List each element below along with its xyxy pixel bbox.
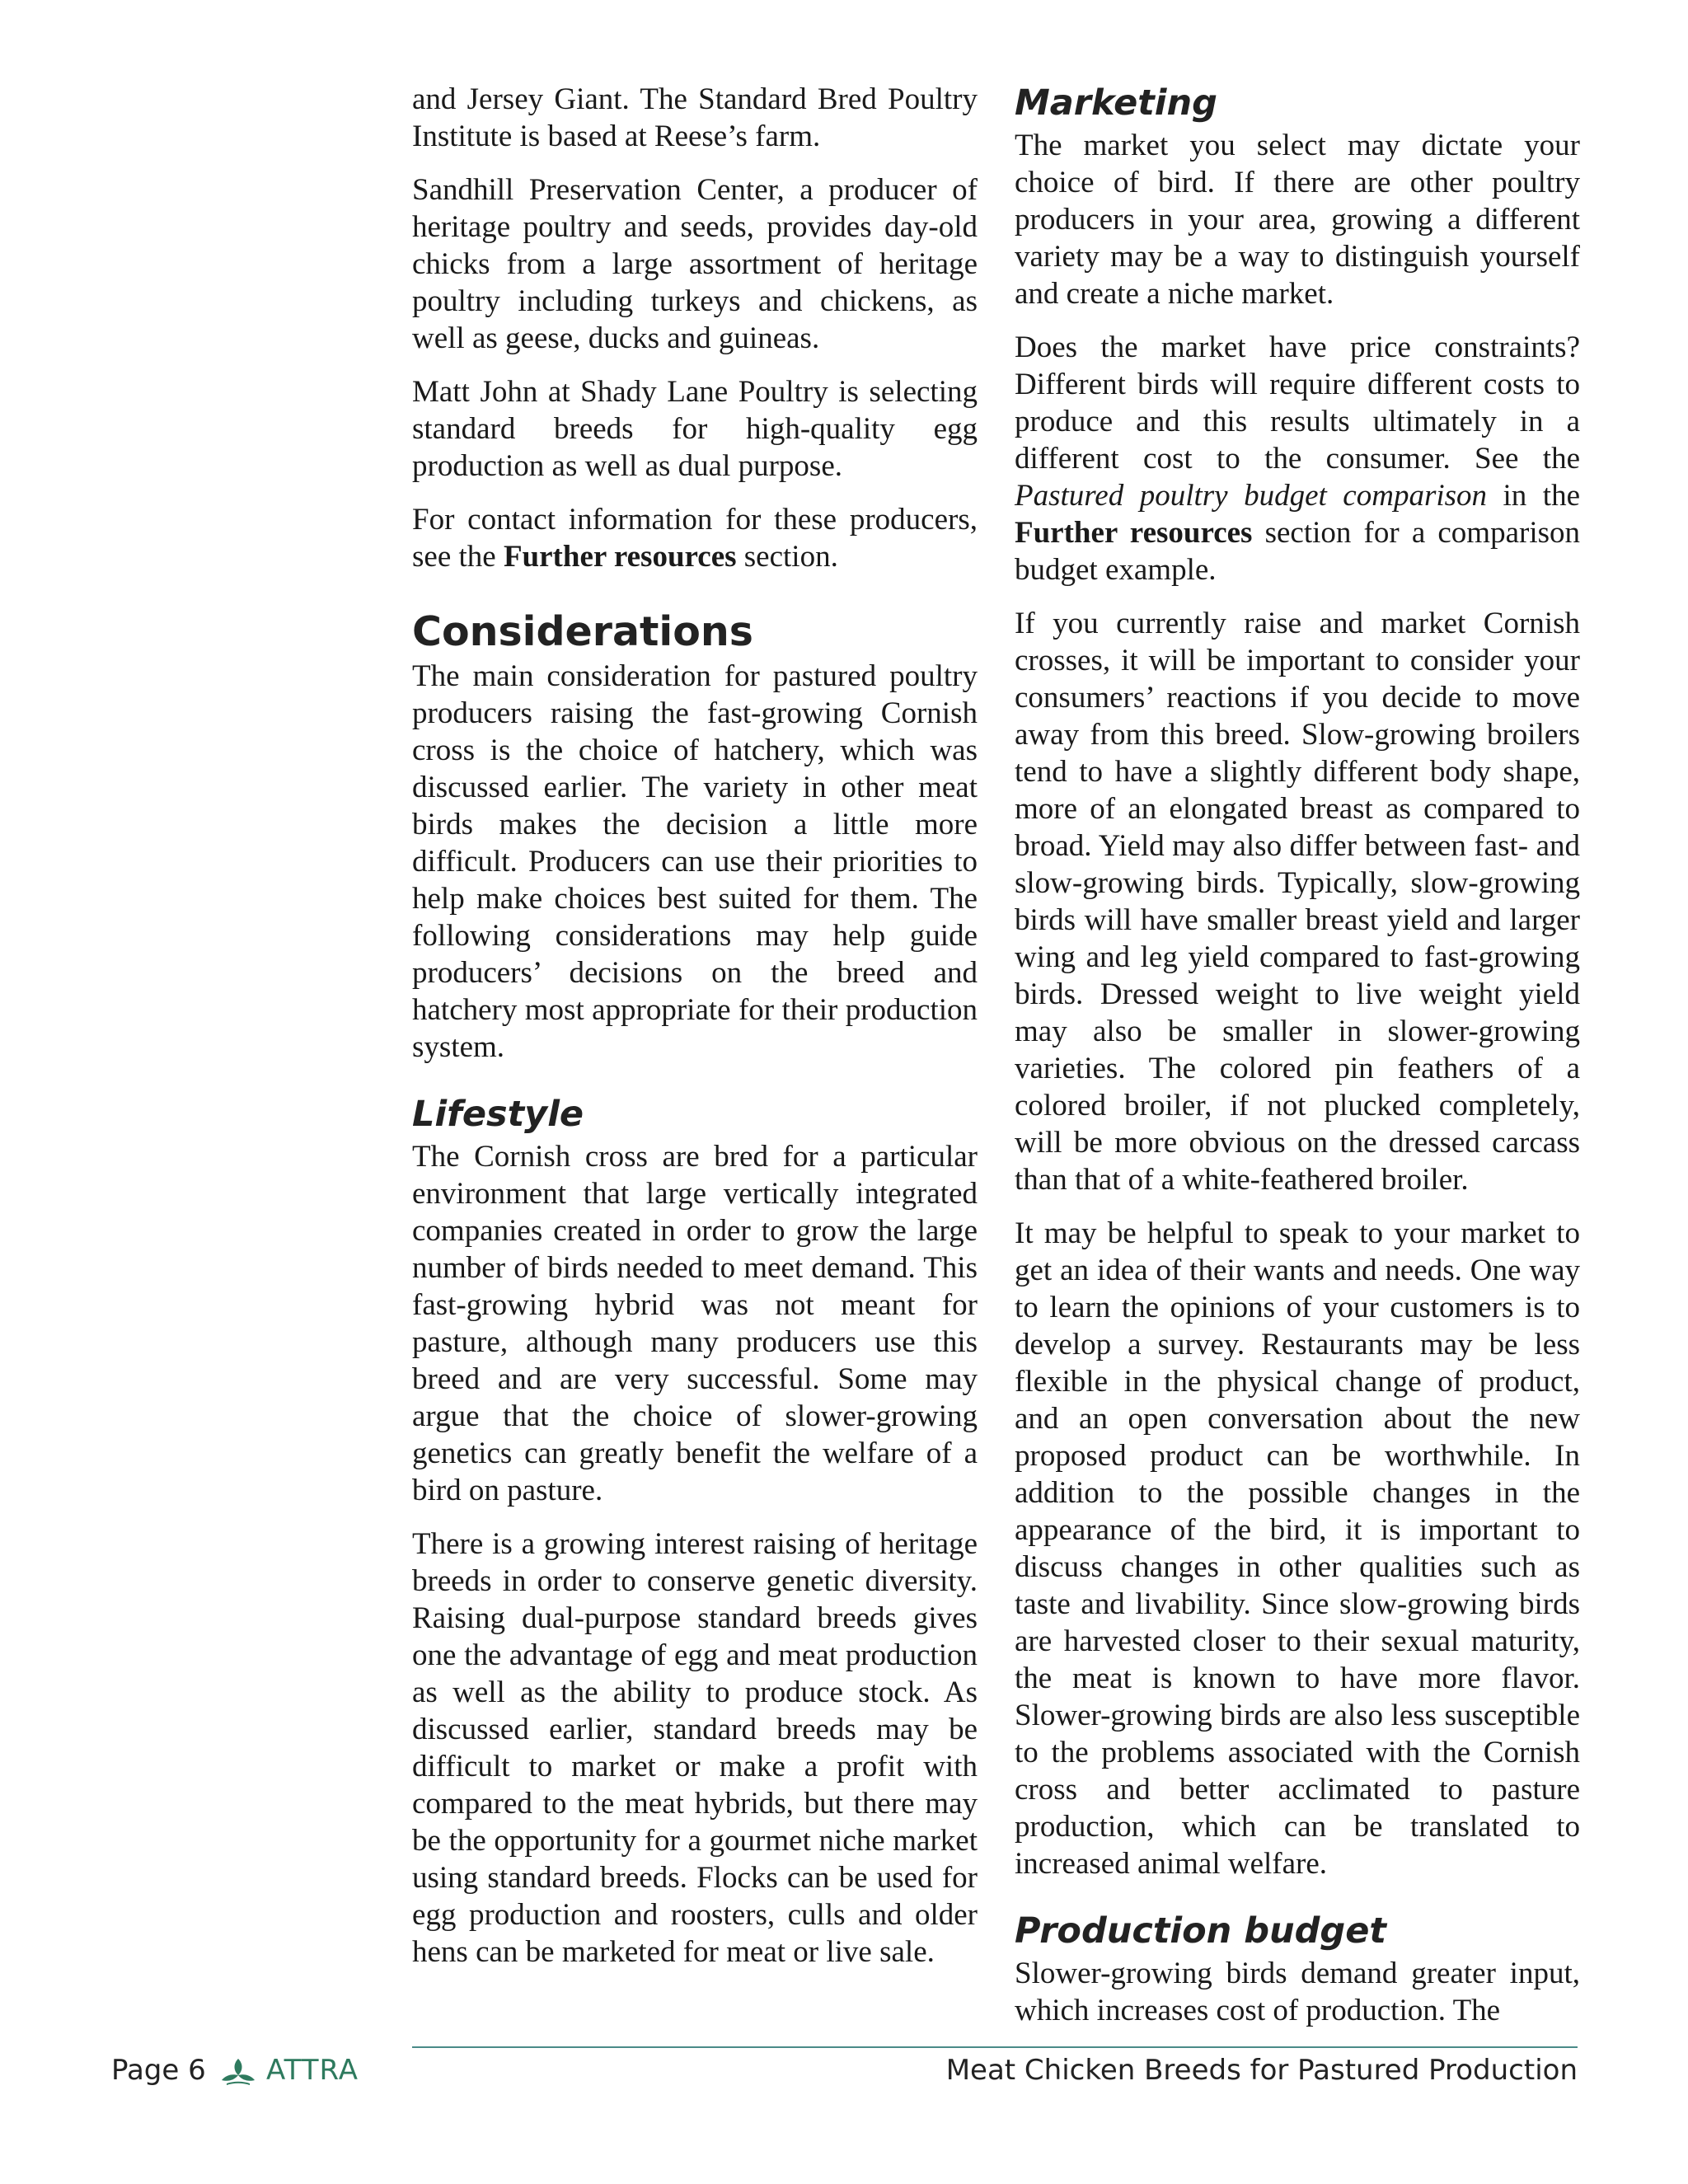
further-resources-reference: Further resources [1015, 516, 1253, 550]
paragraph [1015, 329, 1580, 588]
text-span: For contact information for these producers, see the [412, 503, 978, 574]
paragraph: It may be helpful to speak to your market to get an idea of their wants and needs. One way to learn the opinions of your customers is to develop a survey. Restaurants may be less flexible in the physical change of product, and an open conversation about the new proposed product can be worthwhile. In addition to the possible changes in the appearance of the bird, it is important to discuss changes in other qualities such as taste and livability. Since slow-growing birds are harvested closer to their sexual maturity, the meat is known to have more flavor. Slower-growing birds are also less susceptible to the problems associated with the Cornish cross and better acclimated to pasture production, which can be translated to increased animal welfare. [1015, 1216, 1580, 1881]
paragraph: The market you select may dictate your choice of bird. If there are other poultry producers in your area, growing a different variety may be a way to distinguish yourself and create a niche market. [1015, 129, 1580, 311]
paragraph: Sandhill Preservation Center, a producer of heritage poultry and seeds, provides day-old chicks from a large assortment of heritage poultry including turkeys and chickens, as well as geese, ducks and guineas. [412, 173, 978, 355]
lifestyle-heading: Lifestyle [412, 1094, 584, 1135]
considerations-heading: Considerations [412, 608, 753, 655]
marketing-heading: Marketing [1015, 82, 1217, 124]
attra-brand: ATTRA [266, 2054, 359, 2087]
right-column [1015, 81, 1580, 2046]
text-span: section for a comparison budget example. [1015, 516, 1580, 587]
paragraph: Matt John at Shady Lane Poultry is selecting standard breeds for high-quality egg production as well as dual purpose. [412, 375, 978, 483]
attra-leaf-logo-icon [220, 2055, 256, 2088]
page-number: Page 6 [111, 2054, 206, 2087]
paragraph: There is a growing interest raising of heritage breeds in order to conserve genetic diversity. Raising dual-purpose standard breeds gives one the advantage of egg and meat production as well as the ability to produce stock. As discussed earlier, standard breeds may be difficult to market or make a profit with compared to the meat hybrids, but there may be the opportunity for a gourmet niche market using standard breeds. Flocks can be used for egg production and roosters, culls and older hens can be marketed for meat or live sale. [412, 1527, 978, 1969]
budget-comparison-reference: Pastured poultry budget comparison [1015, 479, 1488, 513]
further-resources-reference: Further resources [503, 540, 737, 574]
paragraph [412, 501, 978, 575]
paragraph: Slower-growing birds demand greater input, which increases cost of production. The [1015, 1957, 1580, 2027]
page-footer [111, 2054, 1578, 2095]
paragraph: and Jersey Giant. The Standard Bred Poultry Institute is based at Reese’s farm. [412, 82, 978, 153]
text-span: in the [1487, 479, 1581, 513]
paragraph: The main consideration for pastured poultry producers raising the fast-growing Cornish cross is the choice of hatchery, which was discussed earlier. The variety in other meat birds makes the decision a little more difficult. Producers can use their priorities to help make choices best suited for them. The following considerations may help guide producers’ decisions on the breed and hatchery most appropriate for their production system. [412, 659, 978, 1064]
text-span: section. [736, 540, 838, 574]
paragraph: If you currently raise and market Cornish crosses, it will be important to consider your consumers’ reactions if you decide to move away from this breed. Slow-growing broilers tend to have a slightly different body shape, more of an elongated breast as compared to broad. Yield may also differ between fast- and slow-growing birds. Typically, slow-growing birds will have smaller breast yield and larger wing and leg yield compared to fast-growing birds. Dressed weight to live weight yield may also be smaller in slower-growing varieties. The colored pin feathers of a colored broiler, if not plucked completely, will be more obvious on the dressed carcass than that of a white-feathered broiler. [1015, 607, 1580, 1197]
publication-title: Meat Chicken Breeds for Pastured Production [945, 2054, 1578, 2087]
text-span: Does the market have price constraints? Different birds will require different costs to produce and this results ultimately in a different cost to the consumer. See the [1015, 330, 1580, 476]
paragraph: The Cornish cross are bred for a particular environment that large vertically integrated companies created in order to grow the large number of birds needed to meet demand. This fast-growing hybrid was not meant for pasture, although many producers use this breed and are very successful. Some may argue that the choice of slower-growing genetics can greatly benefit the welfare of a bird on pasture. [412, 1140, 978, 1507]
left-column [412, 81, 978, 1987]
production-budget-heading: Production budget [1015, 1910, 1386, 1952]
footer-divider [412, 2046, 1578, 2048]
